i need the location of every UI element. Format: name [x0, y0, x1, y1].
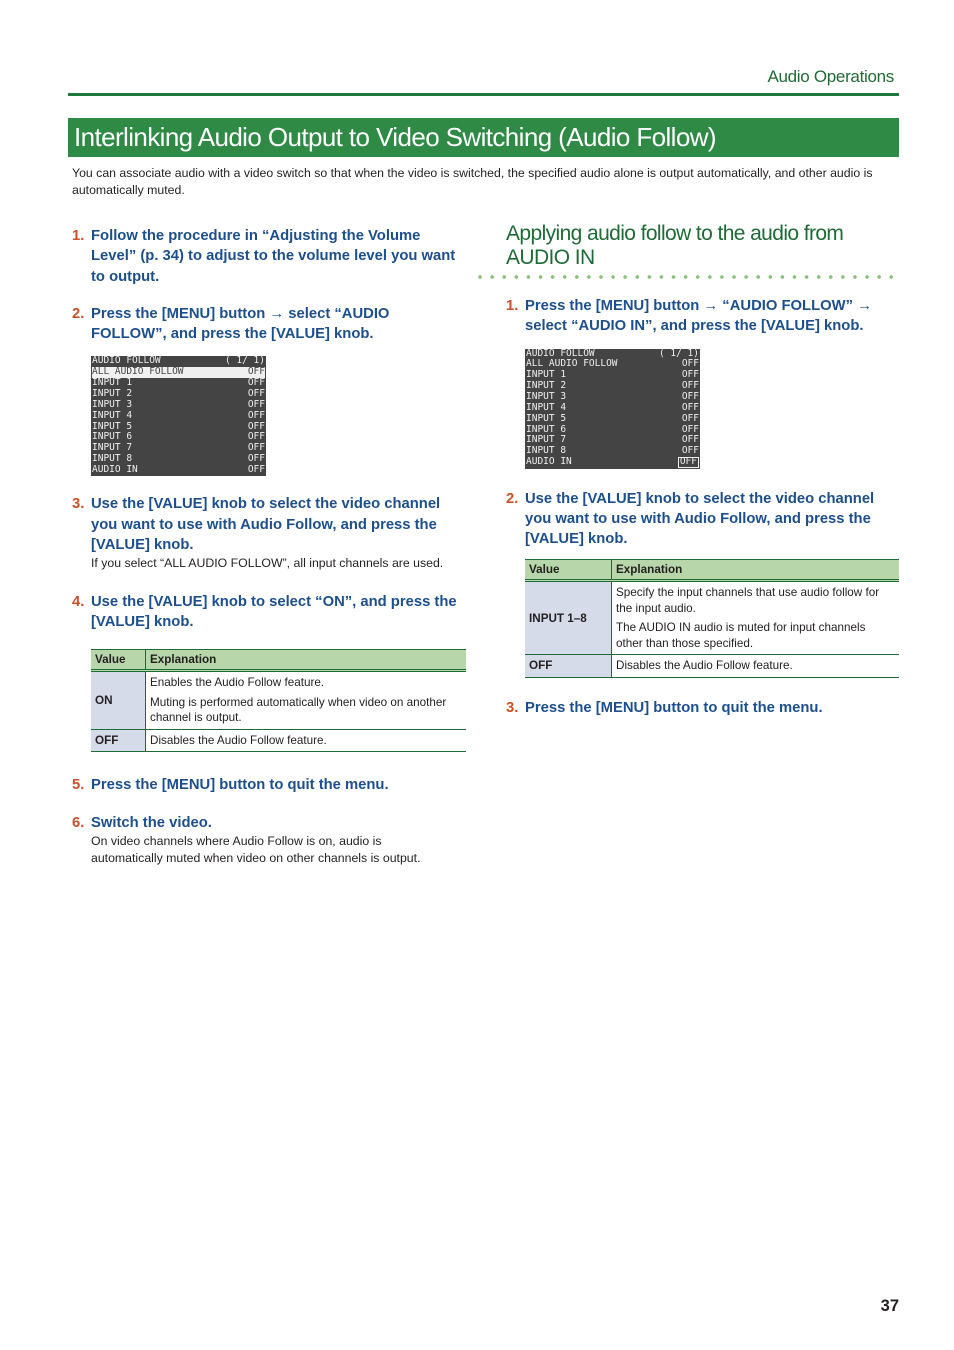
step-text: Press the [MENU] button → select “AUDIO FOLLOW”, and press the [VALUE] knob.	[91, 305, 390, 343]
step-text: Press the [MENU] button to quit the menu.	[525, 699, 823, 716]
lcd-item-label: INPUT 3	[92, 399, 133, 410]
lcd-row	[526, 359, 699, 370]
right-step-2	[506, 489, 899, 550]
lcd-item-value: OFF	[247, 443, 265, 454]
lcd-item-label: INPUT 8	[526, 446, 567, 457]
table-row	[525, 581, 899, 655]
left-value-table	[91, 649, 466, 752]
lcd-row	[526, 414, 699, 425]
lcd-item-label: ALL AUDIO FOLLOW	[92, 367, 184, 378]
lcd-item-label: INPUT 4	[92, 410, 133, 421]
lcd-row	[526, 392, 699, 403]
lcd-item-value: OFF	[681, 402, 699, 413]
lcd-item-label: INPUT 3	[526, 391, 567, 402]
table-cell-value: ON	[91, 671, 146, 730]
lcd-row	[92, 367, 265, 378]
lcd-row	[92, 356, 265, 367]
table-row	[91, 729, 466, 752]
lcd-item-value: OFF	[681, 446, 699, 457]
lcd-item-value: OFF	[681, 381, 699, 392]
lcd-item-value: OFF	[247, 454, 265, 465]
lcd-item-value: OFF	[247, 367, 265, 378]
step-text: Press the [MENU] button → “AUDIO FOLLOW” → select “AUDIO IN”, and press the [VALUE] knob.	[525, 298, 872, 335]
table-cell-value: INPUT 1–8	[525, 581, 612, 655]
table-header-explanation: Explanation	[612, 560, 900, 581]
lcd-item-label: INPUT 8	[92, 454, 133, 465]
lcd-row	[92, 422, 265, 433]
lcd-item-label: INPUT 2	[526, 381, 567, 392]
table-cell-explanation: Disables the Audio Follow feature.	[612, 655, 900, 678]
lcd-item-label: INPUT 6	[92, 432, 133, 443]
lcd-row	[526, 435, 699, 446]
right-value-table	[525, 559, 899, 678]
lcd-row	[92, 400, 265, 411]
lcd-item-label: INPUT 7	[92, 443, 133, 454]
lcd-item-value: OFF	[247, 464, 265, 475]
lcd-row	[92, 454, 265, 465]
lcd-item-label: INPUT 7	[526, 435, 567, 446]
lcd-item-label: AUDIO FOLLOW	[92, 356, 161, 367]
table-cell-value: OFF	[91, 729, 146, 752]
table-header-value: Value	[91, 650, 146, 671]
step-number: 2.	[72, 305, 85, 322]
lcd-item-label: INPUT 1	[92, 378, 133, 389]
explanation-line: The AUDIO IN audio is muted for input channels other than those specified.	[616, 621, 866, 650]
table-cell-explanation	[612, 581, 900, 655]
intro-paragraph: You can associate audio with a video switch so that when the video is switched, the specified audio alone is output automatically, and other audio is automatically muted.	[72, 166, 873, 197]
lcd-item-label: ALL AUDIO FOLLOW	[526, 359, 618, 370]
right-step-1	[506, 296, 899, 337]
lcd-item-value: OFF	[247, 432, 265, 443]
step-number: 3.	[72, 496, 85, 513]
lcd-item-value: OFF	[681, 391, 699, 402]
lcd-item-label: INPUT 4	[526, 402, 567, 413]
table-header-explanation: Explanation	[146, 650, 467, 671]
step-text: Use the [VALUE] knob to select “ON”, and press the [VALUE] knob.	[91, 593, 457, 631]
lcd-item-label: AUDIO IN	[92, 464, 138, 475]
step-note: On video channels where Audio Follow is on, audio is automatically muted when video on other channels is output.	[91, 834, 421, 865]
right-step-3	[506, 698, 899, 718]
lcd-item-value: ( 1/ 1)	[658, 348, 699, 359]
lcd-item-value: OFF	[247, 421, 265, 432]
table-cell-explanation: Disables the Audio Follow feature.	[146, 729, 467, 752]
table-header-value: Value	[525, 560, 612, 581]
lcd-item-value: OFF	[681, 435, 699, 446]
explanation-line: Specify the input channels that use audio follow for the input audio.	[616, 586, 880, 615]
step-number: 3.	[506, 699, 519, 716]
lcd-item-label: AUDIO FOLLOW	[526, 348, 595, 359]
left-step-6	[72, 813, 466, 833]
lcd-row	[526, 403, 699, 414]
step-number: 1.	[72, 228, 85, 244]
lcd-item-value: OFF	[247, 389, 265, 400]
lcd-item-value: OFF	[679, 457, 697, 468]
lcd-screen-audio-follow	[91, 356, 266, 476]
table-row	[91, 671, 466, 730]
explanation-line: Muting is performed automatically when video on another channel is output.	[150, 695, 447, 725]
header-rule	[68, 93, 899, 96]
lcd-item-value: ( 1/ 1)	[224, 356, 265, 367]
page-number: 37	[880, 1297, 899, 1315]
lcd-row	[92, 411, 265, 422]
step-note: If you select “ALL AUDIO FOLLOW”, all input channels are used.	[91, 556, 444, 571]
lcd-item-label: INPUT 5	[526, 413, 567, 424]
left-step-4	[72, 592, 466, 633]
lcd-item-value: OFF	[247, 378, 265, 389]
lcd-row	[92, 465, 265, 476]
step-text: Use the [VALUE] knob to select the video channel you want to use with Audio Follow, and press the [VALUE] knob.	[525, 490, 875, 548]
explanation-line: Enables the Audio Follow feature.	[150, 676, 325, 690]
step-number: 2.	[506, 490, 519, 507]
title-bar	[68, 118, 899, 157]
step-text: Follow the procedure in “Adjusting the Volume Level” (p. 34) to adjust to the volume level you want to output.	[91, 228, 456, 285]
section-label: Audio Operations	[767, 67, 894, 86]
lcd-row	[526, 457, 699, 468]
step-number: 4.	[72, 593, 85, 610]
lcd-item-value: OFF	[247, 399, 265, 410]
lcd-row	[92, 432, 265, 443]
step-number: 5.	[72, 777, 85, 794]
step-text: Switch the video.	[91, 814, 212, 831]
lcd-row	[92, 378, 265, 389]
lcd-row	[526, 446, 699, 457]
step-number: 1.	[506, 298, 519, 314]
table-cell-explanation	[146, 671, 467, 730]
left-step-5	[72, 775, 466, 795]
step-text: Press the [MENU] button to quit the menu.	[91, 777, 389, 794]
lcd-row	[526, 425, 699, 436]
lcd-item-label: INPUT 6	[526, 424, 567, 435]
lcd-item-label: INPUT 5	[92, 421, 133, 432]
lcd-item-value: OFF	[681, 370, 699, 381]
lcd-row	[92, 443, 265, 454]
left-step-2	[72, 304, 466, 345]
lcd-item-value: OFF	[247, 410, 265, 421]
lcd-item-value: OFF	[681, 359, 699, 370]
lcd-row	[526, 370, 699, 381]
lcd-row	[92, 389, 265, 400]
lcd-item-value: OFF	[681, 424, 699, 435]
lcd-screen-audio-in	[525, 349, 700, 469]
step-number: 6.	[72, 814, 85, 831]
right-column	[506, 222, 899, 718]
left-step-3	[72, 494, 466, 555]
subsection-heading: Applying audio follow to the audio from AUDIO IN	[506, 222, 844, 269]
dotted-divider	[474, 274, 899, 280]
lcd-item-label: AUDIO IN	[526, 457, 572, 468]
lcd-item-label: INPUT 1	[526, 370, 567, 381]
page-title: Interlinking Audio Output to Video Switching (Audio Follow)	[74, 122, 716, 152]
table-cell-value: OFF	[525, 655, 612, 678]
lcd-row	[526, 381, 699, 392]
table-row	[525, 655, 899, 678]
lcd-item-value: OFF	[681, 413, 699, 424]
step-text: Use the [VALUE] knob to select the video channel you want to use with Audio Follow, and press the [VALUE] knob.	[91, 496, 441, 554]
left-step-1	[72, 226, 466, 287]
lcd-item-label: INPUT 2	[92, 389, 133, 400]
lcd-row	[526, 349, 699, 360]
left-column	[72, 226, 466, 866]
